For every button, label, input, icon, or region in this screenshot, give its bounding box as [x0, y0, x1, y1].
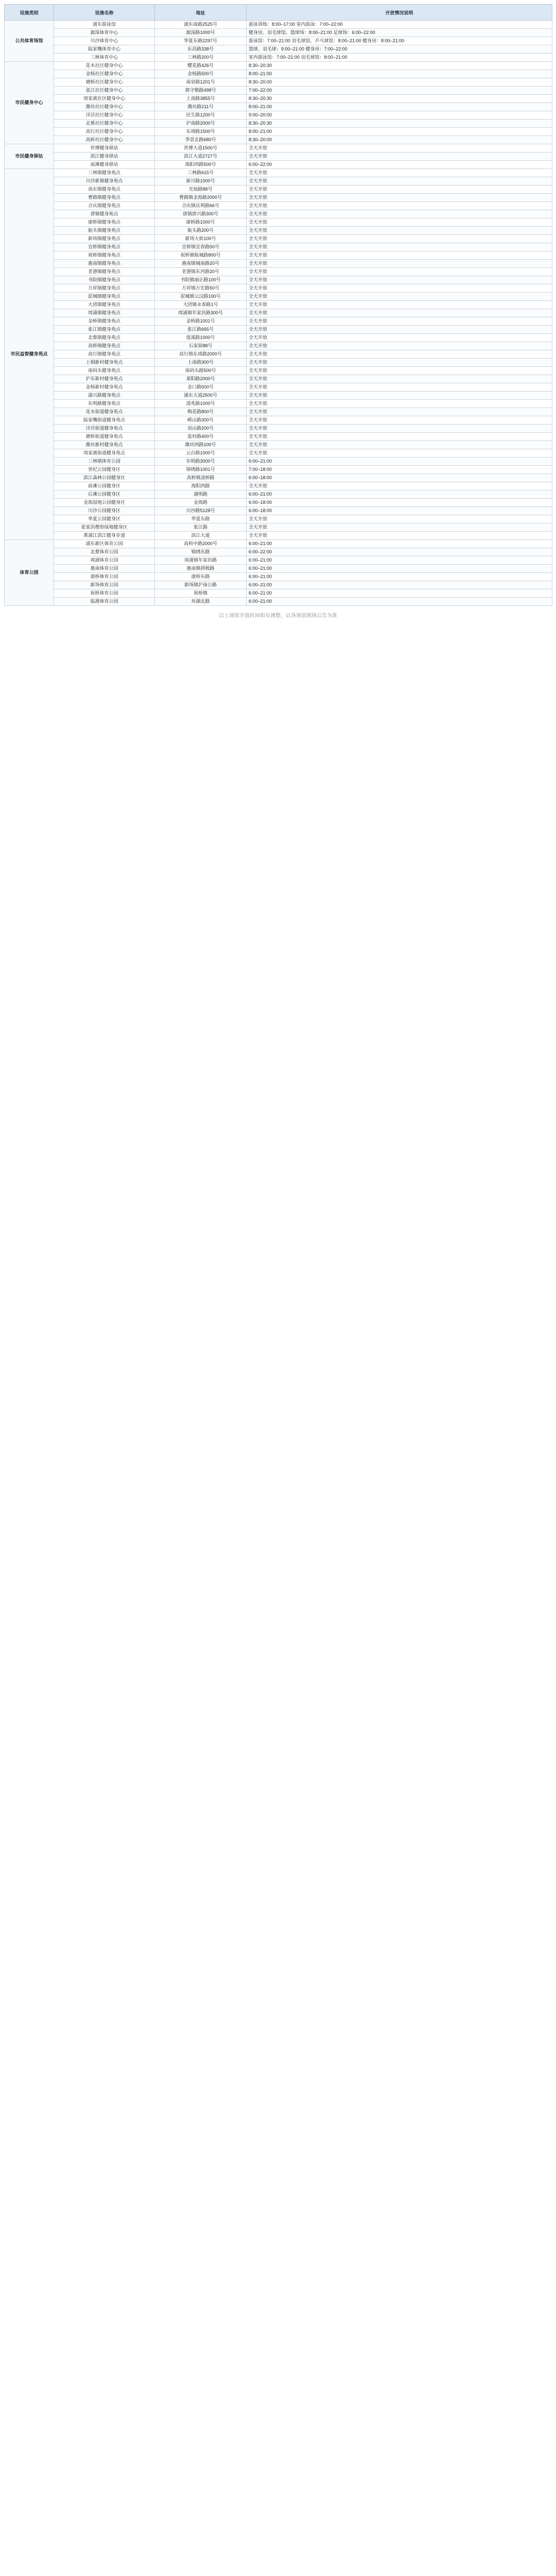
address-cell: 高桥镇凌桥路: [155, 474, 247, 482]
table-row: [5, 515, 552, 523]
facility-name-cell: 老港镇健身苑点: [54, 268, 155, 276]
footer-note: 以上场馆开放时间如有调整，以各场馆现场公告为准: [219, 613, 337, 619]
hours-cell: 6:00–21:00: [247, 540, 552, 548]
address-cell: 滨江大道2727号: [155, 152, 247, 161]
hours-cell: 全天开放: [247, 523, 552, 532]
table-row: [5, 301, 552, 309]
table-row: [5, 466, 552, 474]
facility-name-cell: 潍坊新村健身苑点: [54, 441, 155, 449]
table-row: [5, 433, 552, 441]
hours-cell: 全天开放: [247, 309, 552, 317]
hours-cell: 全天开放: [247, 251, 552, 260]
facility-name-cell: 上钢新村健身苑点: [54, 359, 155, 367]
facility-name-cell: 新场镇健身苑点: [54, 235, 155, 243]
facility-name-cell: 滨江健身驿站: [54, 152, 155, 161]
table-row: [5, 565, 552, 573]
table-row: [5, 152, 552, 161]
address-cell: 唐镇唐兴路300号: [155, 210, 247, 218]
facility-name-cell: 周浦体育公园: [54, 556, 155, 565]
hours-cell: 6:00–21:00: [247, 556, 552, 565]
hours-cell: 全天开放: [247, 260, 552, 268]
facility-name-cell: 金杨社区健身中心: [54, 70, 155, 78]
address-cell: 合庆镇庆利路66号: [155, 202, 247, 210]
address-cell: 金杨路500号: [155, 70, 247, 78]
facility-name-cell: 康桥体育公园: [54, 573, 155, 581]
address-cell: 新场镇沪南公路: [155, 581, 247, 589]
facility-name-cell: 宣桥镇健身苑点: [54, 243, 155, 251]
address-cell: 世博大道1500号: [155, 144, 247, 152]
facility-name-cell: 唐镇健身苑点: [54, 210, 155, 218]
facility-name-cell: 浦东游泳馆: [54, 21, 155, 29]
table-row: [5, 243, 552, 251]
address-cell: 新场大街100号: [155, 235, 247, 243]
facility-name-cell: 浦东新区体育公园: [54, 540, 155, 548]
address-cell: 潍坊西路100号: [155, 441, 247, 449]
address-cell: 张江路665号: [155, 326, 247, 334]
table-row: [5, 95, 552, 103]
category-cell: 市民益智健身苑点: [5, 169, 54, 540]
facility-name-cell: 川沙公园健身区: [54, 507, 155, 515]
address-cell: 周浦镇年家浜路300号: [155, 309, 247, 317]
table-row: [5, 103, 552, 111]
table-row: [5, 375, 552, 383]
facility-name-cell: 康桥镇健身苑点: [54, 218, 155, 227]
table-row: [5, 128, 552, 136]
hours-cell: 全天开放: [247, 194, 552, 202]
facility-name-cell: 航头镇健身苑点: [54, 227, 155, 235]
hours-cell: 全天开放: [247, 334, 552, 342]
hours-cell: 全天开放: [247, 276, 552, 284]
table-row: [5, 540, 552, 548]
hours-cell: 6:00–21:00: [247, 565, 552, 573]
header-category: 设施类别: [5, 5, 54, 21]
hours-cell: 全天开放: [247, 227, 552, 235]
hours-cell: 8:30–20:30: [247, 62, 552, 70]
address-cell: 环湖北路: [155, 598, 247, 606]
address-cell: 莱阳路2000号: [155, 375, 247, 383]
table-row: [5, 507, 552, 515]
facility-name-cell: 潍坊社区健身中心: [54, 103, 155, 111]
table-row: [5, 161, 552, 169]
address-cell: 三林路200号: [155, 54, 247, 62]
hours-cell: 7:00–22:00: [247, 87, 552, 95]
facility-name-cell: 前滩健身驿站: [54, 161, 155, 169]
hours-cell: 6:00–18:00: [247, 474, 552, 482]
facility-name-cell: 三林镇体育公园: [54, 457, 155, 466]
facility-name-cell: 花木社区健身中心: [54, 62, 155, 70]
hours-cell: 全天开放: [247, 185, 552, 194]
table-row: [5, 29, 552, 37]
address-cell: 浦东大道2500号: [155, 392, 247, 400]
table-row: [5, 523, 552, 532]
table-row: [5, 457, 552, 466]
address-cell: 上南路300号: [155, 359, 247, 367]
hours-cell: 6:00–21:00: [247, 490, 552, 499]
facility-name-cell: 北蔡社区健身中心: [54, 120, 155, 128]
table-row: [5, 383, 552, 392]
hours-cell: 9:00–20:00: [247, 111, 552, 120]
address-cell: 云台路1000号: [155, 449, 247, 457]
hours-cell: 全天开放: [247, 392, 552, 400]
table-row: [5, 589, 552, 598]
table-row: [5, 284, 552, 293]
hours-cell: 全天开放: [247, 169, 552, 177]
table-row: [5, 573, 552, 581]
hours-cell: 全天开放: [247, 400, 552, 408]
address-cell: 周浦镇年家浜路: [155, 556, 247, 565]
table-row: [5, 260, 552, 268]
hours-cell: 全天开放: [247, 408, 552, 416]
facility-name-cell: 滨江森林公园健身区: [54, 474, 155, 482]
address-cell: 郭守敬路498号: [155, 87, 247, 95]
address-cell: 金海路: [155, 499, 247, 507]
hours-cell: 全天开放: [247, 218, 552, 227]
facility-name-cell: 川沙新镇健身苑点: [54, 177, 155, 185]
facility-name-cell: 北蔡镇健身苑点: [54, 334, 155, 342]
header-address: 地址: [155, 5, 247, 21]
table-row: [5, 78, 552, 87]
address-cell: 海阳西路500号: [155, 161, 247, 169]
table-row: [5, 441, 552, 449]
table-row: [5, 227, 552, 235]
facility-name-cell: 浦兴路健身苑点: [54, 392, 155, 400]
facility-name-cell: 后滩公园健身区: [54, 490, 155, 499]
facility-table: [4, 4, 552, 606]
address-cell: 万祥镇万宏路50号: [155, 284, 247, 293]
table-row: [5, 317, 552, 326]
address-cell: 华夏东路2297号: [155, 37, 247, 45]
table-row: [5, 334, 552, 342]
table-row: [5, 350, 552, 359]
address-cell: 宣桥镇宣春路50号: [155, 243, 247, 251]
hours-cell: 全天开放: [247, 441, 552, 449]
address-cell: 季景北路680号: [155, 136, 247, 144]
table-header-row: [5, 5, 552, 21]
table-row: [5, 581, 552, 589]
facility-name-cell: 金海湿地公园健身区: [54, 499, 155, 507]
address-cell: 高行镇东靖路2000号: [155, 350, 247, 359]
hours-cell: 全天开放: [247, 433, 552, 441]
table-row: [5, 177, 552, 185]
table-row: [5, 120, 552, 128]
facility-name-cell: 惠南体育公园: [54, 565, 155, 573]
address-cell: 凌兆路1000号: [155, 400, 247, 408]
table-row: [5, 218, 552, 227]
table-row: [5, 210, 552, 218]
facility-name-cell: 合庆镇健身苑点: [54, 202, 155, 210]
hours-cell: 8:30–20:30: [247, 120, 552, 128]
facility-name-cell: 世纪公园健身区: [54, 466, 155, 474]
hours-cell: 7:00–18:00: [247, 466, 552, 474]
table-row: [5, 111, 552, 120]
hours-cell: 6:00–21:00: [247, 589, 552, 598]
address-cell: 民生路1200号: [155, 111, 247, 120]
table-row: [5, 21, 552, 29]
address-cell: 惠南镇城南路20号: [155, 260, 247, 268]
address-cell: 南泉路1201号: [155, 78, 247, 87]
hours-cell: 6:00–21:00: [247, 457, 552, 466]
hours-cell: 全天开放: [247, 326, 552, 334]
hours-cell: 全天开放: [247, 293, 552, 301]
facility-name-cell: 新场体育公园: [54, 581, 155, 589]
hours-cell: 健身房、羽毛球馆、篮球场：8:00–21:00 足球场：6:00–22:00: [247, 29, 552, 37]
address-cell: 蓝村路400号: [155, 433, 247, 441]
address-cell: 大团镇永春路1号: [155, 301, 247, 309]
facility-name-cell: 三林镇健身苑点: [54, 169, 155, 177]
facility-name-cell: 沪东新村健身苑点: [54, 375, 155, 383]
hours-cell: 8:30–20:30: [247, 95, 552, 103]
hours-cell: 全天开放: [247, 202, 552, 210]
category-cell: 市民健身中心: [5, 62, 54, 144]
hours-cell: 6:00–21:00: [247, 581, 552, 589]
table-row: [5, 54, 552, 62]
address-cell: 高科中路2000号: [155, 540, 247, 548]
hours-cell: 全天开放: [247, 425, 552, 433]
table-row: [5, 367, 552, 375]
hours-cell: 全天开放: [247, 482, 552, 490]
facility-name-cell: 东明路健身苑点: [54, 400, 155, 408]
address-cell: 梅花路800号: [155, 408, 247, 416]
table-row: [5, 202, 552, 210]
address-cell: 张江路: [155, 523, 247, 532]
address-cell: 书院镇丽正路100号: [155, 276, 247, 284]
address-cell: 泥城镇云汉路100号: [155, 293, 247, 301]
hours-cell: 全天开放: [247, 515, 552, 523]
table-row: [5, 408, 552, 416]
hours-cell: 全天开放: [247, 210, 552, 218]
facility-name-cell: 临港体育公园: [54, 598, 155, 606]
address-cell: 光灿路88号: [155, 185, 247, 194]
address-cell: 东靖路1500号: [155, 128, 247, 136]
facility-name-cell: 北蔡体育公园: [54, 548, 155, 556]
facility-name-cell: 塘桥街道健身苑点: [54, 433, 155, 441]
address-cell: 海阳西路: [155, 482, 247, 490]
table-row: [5, 309, 552, 317]
address-cell: 源深路1000号: [155, 29, 247, 37]
facility-name-cell: 高东镇健身苑点: [54, 185, 155, 194]
facility-name-cell: 祝桥体育公园: [54, 589, 155, 598]
table-row: [5, 359, 552, 367]
hours-cell: 全天开放: [247, 416, 552, 425]
table-row: [5, 474, 552, 482]
facility-name-cell: 洋泾街道健身苑点: [54, 425, 155, 433]
address-cell: 祝桥镇航城路800号: [155, 251, 247, 260]
address-cell: 东昌路338号: [155, 45, 247, 54]
hours-cell: 全天开放: [247, 301, 552, 309]
facility-name-cell: 川沙体育中心: [54, 37, 155, 45]
facility-name-cell: 三林体育中心: [54, 54, 155, 62]
address-cell: 潍坊路211号: [155, 103, 247, 111]
table-row: [5, 425, 552, 433]
table-row: [5, 45, 552, 54]
facility-name-cell: 万祥镇健身苑点: [54, 284, 155, 293]
facility-name-cell: 张江镇健身苑点: [54, 326, 155, 334]
address-cell: 羽山路200号: [155, 425, 247, 433]
hours-cell: 室内游泳馆：7:00–21:00 羽毛球馆：8:00–21:00: [247, 54, 552, 62]
table-row: [5, 293, 552, 301]
facility-name-cell: 祝桥镇健身苑点: [54, 251, 155, 260]
address-cell: 曹路镇金海路2000号: [155, 194, 247, 202]
address-cell: 康桥东路: [155, 573, 247, 581]
facility-name-cell: 黄浦江滨江健身步道: [54, 532, 155, 540]
address-cell: 樱花路426号: [155, 62, 247, 70]
hours-cell: 全天开放: [247, 375, 552, 383]
address-cell: 上南路3855号: [155, 95, 247, 103]
header-hours: 开放情况说明: [247, 5, 552, 21]
hours-cell: 全天开放: [247, 268, 552, 276]
table-row: [5, 548, 552, 556]
facility-name-cell: 金杨新村健身苑点: [54, 383, 155, 392]
address-cell: 莲溪路1000号: [155, 334, 247, 342]
address-cell: 康桥路1000号: [155, 218, 247, 227]
hours-cell: 8:00–21:00: [247, 128, 552, 136]
table-row: [5, 251, 552, 260]
table-row: [5, 87, 552, 95]
facility-name-cell: 金桥镇健身苑点: [54, 317, 155, 326]
facility-name-cell: 张家浜楔形绿地健身区: [54, 523, 155, 532]
address-cell: 石家街88号: [155, 342, 247, 350]
address-cell: 锦绣路1001号: [155, 466, 247, 474]
table-row: [5, 169, 552, 177]
address-cell: 川沙路5128号: [155, 507, 247, 515]
table-row: [5, 185, 552, 194]
table-row: [5, 392, 552, 400]
hours-cell: 全天开放: [247, 284, 552, 293]
table-row: [5, 416, 552, 425]
hours-cell: 6:00–21:00: [247, 598, 552, 606]
facility-name-cell: 源深体育中心: [54, 29, 155, 37]
table-row: [5, 276, 552, 284]
address-cell: 浦东南路2525号: [155, 21, 247, 29]
hours-cell: 8:00–21:00: [247, 103, 552, 111]
address-cell: 三林路615号: [155, 169, 247, 177]
address-cell: 滨江大道: [155, 532, 247, 540]
hours-cell: 6:00–21:00: [247, 573, 552, 581]
address-cell: 锦绣东路: [155, 548, 247, 556]
hours-cell: 全天开放: [247, 532, 552, 540]
address-cell: 东明路3000号: [155, 457, 247, 466]
table-row: [5, 70, 552, 78]
facility-name-cell: 高桥镇健身苑点: [54, 342, 155, 350]
hours-cell: 全天开放: [247, 449, 552, 457]
hours-cell: 6:00–18:00: [247, 507, 552, 515]
facility-name-cell: 泥城镇健身苑点: [54, 293, 155, 301]
facility-name-cell: 周家渡社区健身中心: [54, 95, 155, 103]
facility-name-cell: 洋泾社区健身中心: [54, 111, 155, 120]
facility-name-cell: 周浦镇健身苑点: [54, 309, 155, 317]
hours-cell: 6:00–22:00: [247, 161, 552, 169]
hours-cell: 6:00–22:00: [247, 548, 552, 556]
table-row: [5, 326, 552, 334]
facility-name-cell: 张江社区健身中心: [54, 87, 155, 95]
facility-name-cell: 华夏公园健身区: [54, 515, 155, 523]
hours-cell: 全天开放: [247, 177, 552, 185]
table-row: [5, 62, 552, 70]
address-cell: 惠南镇拱极路: [155, 565, 247, 573]
facility-name-cell: 陆家嘴街道健身苑点: [54, 416, 155, 425]
table-row: [5, 194, 552, 202]
facility-name-cell: 惠南镇健身苑点: [54, 260, 155, 268]
category-cell: 市民健身驿站: [5, 144, 54, 169]
hours-cell: 全天开放: [247, 144, 552, 152]
facility-name-cell: 花木街道健身苑点: [54, 408, 155, 416]
facility-name-cell: 塘桥社区健身中心: [54, 78, 155, 87]
facility-name-cell: 高行镇健身苑点: [54, 350, 155, 359]
table-row: [5, 499, 552, 507]
address-cell: 南码头路500号: [155, 367, 247, 375]
hours-cell: 全天开放: [247, 359, 552, 367]
table-row: [5, 144, 552, 152]
hours-cell: 全天开放: [247, 317, 552, 326]
facility-name-cell: 南码头健身苑点: [54, 367, 155, 375]
hours-cell: 8:30–20:00: [247, 78, 552, 87]
facility-name-cell: 高桥社区健身中心: [54, 136, 155, 144]
page: [4, 4, 552, 619]
address-cell: 老港镇东河路20号: [155, 268, 247, 276]
hours-cell: 全天开放: [247, 235, 552, 243]
address-cell: 新川路1000号: [155, 177, 247, 185]
address-cell: 金口路500号: [155, 383, 247, 392]
table-row: [5, 235, 552, 243]
table-row: [5, 136, 552, 144]
address-cell: 华夏东路: [155, 515, 247, 523]
table-row: [5, 449, 552, 457]
header-name: 设施名称: [54, 5, 155, 21]
table-row: [5, 532, 552, 540]
category-cell: 体育公园: [5, 540, 54, 606]
facility-name-cell: 世博健身驿站: [54, 144, 155, 152]
table-row: [5, 490, 552, 499]
table-row: [5, 342, 552, 350]
hours-cell: 全天开放: [247, 367, 552, 375]
hours-cell: 8:30–20:00: [247, 136, 552, 144]
table-body: [5, 21, 552, 606]
facility-name-cell: 前滩公园健身区: [54, 482, 155, 490]
category-cell: 公共体育场馆: [5, 21, 54, 62]
hours-cell: 游泳馆：7:00–21:00 羽毛球馆、乒乓球馆：8:00–21:00 健身房：8:00–21:00: [247, 37, 552, 45]
facility-name-cell: 高行社区健身中心: [54, 128, 155, 136]
hours-cell: 全天开放: [247, 243, 552, 251]
facility-name-cell: 陆家嘴体育中心: [54, 45, 155, 54]
address-cell: 金桥路1001号: [155, 317, 247, 326]
hours-cell: 游泳训练：8:00–17:00 室内游泳：7:00–22:00: [247, 21, 552, 29]
hours-cell: 全天开放: [247, 342, 552, 350]
facility-name-cell: 曹路镇健身苑点: [54, 194, 155, 202]
hours-cell: 全天开放: [247, 383, 552, 392]
table-row: [5, 556, 552, 565]
hours-cell: 6:00–18:00: [247, 499, 552, 507]
address-cell: 祝桥镇: [155, 589, 247, 598]
table-row: [5, 400, 552, 408]
facility-name-cell: 书院镇健身苑点: [54, 276, 155, 284]
table-row: [5, 598, 552, 606]
address-cell: 浦明路: [155, 490, 247, 499]
hours-cell: 篮球、羽毛球：9:00–21:00 健身房：7:00–22:00: [247, 45, 552, 54]
address-cell: 航头路200号: [155, 227, 247, 235]
facility-name-cell: 周家渡街道健身苑点: [54, 449, 155, 457]
address-cell: 沪南路2000号: [155, 120, 247, 128]
address-cell: 崂山路300号: [155, 416, 247, 425]
table-row: [5, 37, 552, 45]
table-row: [5, 268, 552, 276]
hours-cell: 全天开放: [247, 350, 552, 359]
hours-cell: 8:00–21:00: [247, 70, 552, 78]
table-row: [5, 482, 552, 490]
facility-name-cell: 大团镇健身苑点: [54, 301, 155, 309]
hours-cell: 全天开放: [247, 152, 552, 161]
